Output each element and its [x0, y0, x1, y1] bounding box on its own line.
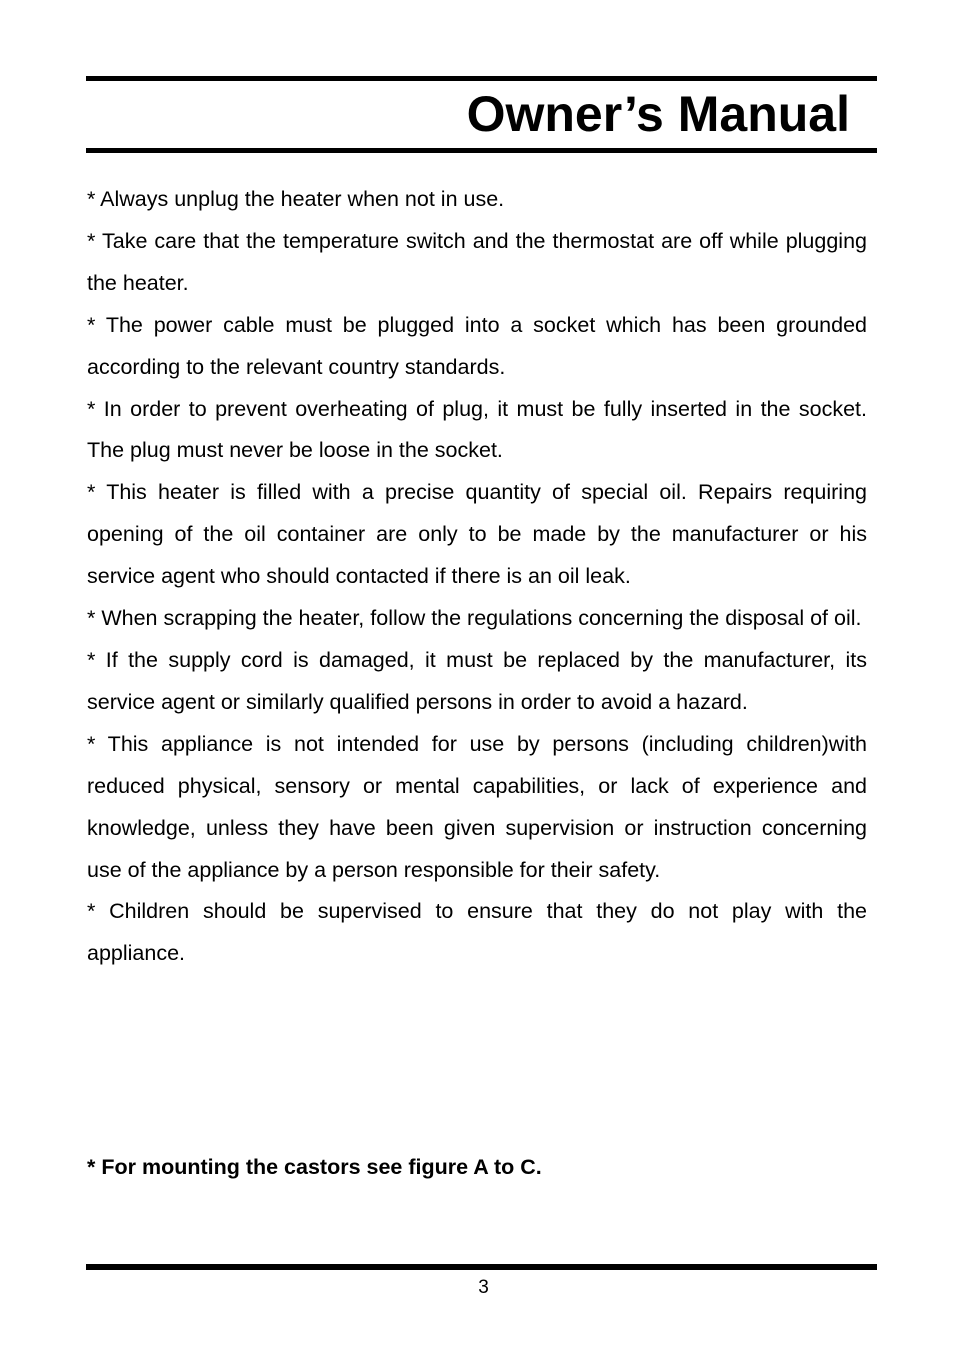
instruction-item: * This appliance is not intended for use by persons (including children)with reduced physical, sensory or mental capabilities, or lack of experience and knowledge, unless they have been given supervision or instruction concerning use of the appliance by a person responsible for their safety. [87, 731, 867, 882]
instruction-item: * If the supply cord is damaged, it must be replaced by the manufacturer, its service agent or similarly qualified persons in order to avoid a hazard. [87, 647, 867, 714]
instruction-item: * The power cable must be plugged into a socket which has been grounded according to the relevant country standards. [87, 312, 867, 379]
footer-rule [86, 1264, 877, 1270]
instruction-item: * Children should be supervised to ensure that they do not play with the appliance. [87, 899, 867, 966]
instruction-item: * This heater is filled with a precise quantity of special oil. Repairs requiring opening of the oil container are only to be made by the manufacturer or his service agent who should contacted if there is an oil leak. [87, 480, 867, 589]
instruction-item: * Always unplug the heater when not in use. [87, 187, 505, 211]
instruction-item: * Take care that the temperature switch and the thermostat are off while plugging the heater. [87, 228, 867, 295]
header-bottom-rule [86, 148, 877, 153]
instruction-item: * In order to prevent overheating of plug, it must be fully inserted in the socket. The plug must never be loose in the socket. [87, 396, 867, 463]
page-title: Owner’s Manual [466, 86, 850, 142]
instruction-item: * When scrapping the heater, follow the regulations concerning the disposal of oil. [87, 606, 862, 631]
instructions-list [87, 179, 867, 975]
header-top-rule [86, 76, 877, 81]
castor-mounting-note: * For mounting the castors see figure A to C. [87, 1155, 542, 1179]
page-number: 3 [478, 1277, 489, 1298]
